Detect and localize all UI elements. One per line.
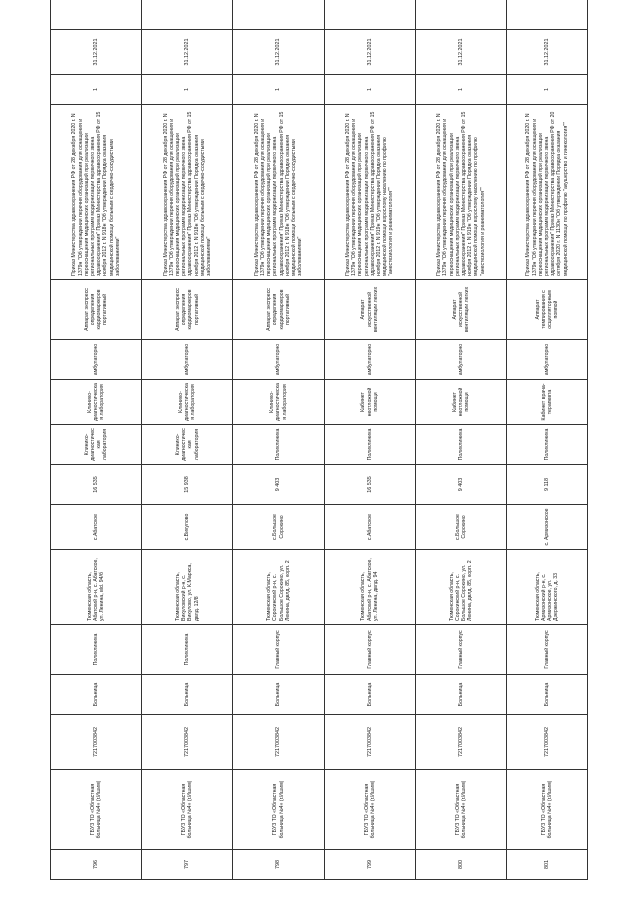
department: Клинико-диагностическая лаборатория bbox=[142, 425, 233, 465]
locality: с.Большое Сорокино bbox=[233, 505, 324, 550]
organization-inn: 7217003842 bbox=[415, 715, 506, 770]
deadline-date: 31.12.2021 bbox=[51, 30, 142, 75]
locality: с.Абатское bbox=[51, 505, 142, 550]
empty-cell bbox=[415, 0, 506, 30]
organization-name: ГБУЗ ТО «Областная больница №4» (г.Ишим) bbox=[324, 770, 415, 850]
organization-inn: 7217003842 bbox=[142, 715, 233, 770]
row-number: 800 bbox=[415, 850, 506, 880]
empty-cell bbox=[507, 0, 588, 30]
organization-type: Больница bbox=[51, 675, 142, 715]
department: Клинико-диагностическая лаборатория bbox=[51, 425, 142, 465]
population: 9 403 bbox=[415, 465, 506, 505]
equipment-table bbox=[50, 0, 588, 880]
organization-inn: 7217003842 bbox=[324, 715, 415, 770]
address: Тюменская область, Сорокинский р-н, с. Большое Сорокино, ул. Ленина, двлд. 85, корп. 2 bbox=[233, 550, 324, 625]
building-name: Главный корпус bbox=[415, 625, 506, 675]
regulatory-order: Приказ Министерства здравоохранения РФ от 28 декабря 2020 г. N 1379н "Об утверждении перечня оборудования для оснащения и переоснащения медицинских организаций при реализации региональных программ модернизации первичного звена здравоохранения" Приказ Министерства здравоохранения РФ от 20 октября 2020 г. N 1130н "Об утверждении Порядка оказания медицинской помощи по профилю "акушерство и гинекология"" bbox=[507, 105, 588, 280]
care-conditions: амбулаторно bbox=[233, 340, 324, 380]
building-name: Главный корпус bbox=[233, 625, 324, 675]
organization-name: ГБУЗ ТО «Областная больница №4» (г.Ишим) bbox=[233, 770, 324, 850]
organization-name: ГБУЗ ТО «Областная больница №4» (г.Ишим) bbox=[142, 770, 233, 850]
locality: с. Армизонское bbox=[507, 505, 588, 550]
population: 16 535 bbox=[324, 465, 415, 505]
equipment-name: Аппарат искусственной вентиляции легких bbox=[324, 280, 415, 340]
organization-name: ГБУЗ ТО «Областная больница №4» (г.Ишим) bbox=[415, 770, 506, 850]
organization-inn: 7217003842 bbox=[507, 715, 588, 770]
row-number: 799 bbox=[324, 850, 415, 880]
organization-type: Больница bbox=[415, 675, 506, 715]
population: 16 535 bbox=[51, 465, 142, 505]
rotated-equipment-table-sheet bbox=[50, 30, 588, 880]
care-conditions: амбулаторно bbox=[51, 340, 142, 380]
department: Поликлиника bbox=[233, 425, 324, 465]
deadline-date: 31.12.2021 bbox=[324, 30, 415, 75]
empty-cell bbox=[233, 0, 324, 30]
sub-department: Клинико-диагностическая лаборатория bbox=[233, 380, 324, 425]
organization-inn: 7217003842 bbox=[51, 715, 142, 770]
deadline-date: 31.12.2021 bbox=[415, 30, 506, 75]
care-conditions: амбулаторно bbox=[415, 340, 506, 380]
building-name: Поликлиника bbox=[51, 625, 142, 675]
equipment-name: Аппарат темпирования с осцилляторным помпой bbox=[507, 280, 588, 340]
sub-department: Клинико-диагностическая лаборатория bbox=[142, 380, 233, 425]
table-row bbox=[51, 0, 142, 880]
care-conditions: амбулаторно bbox=[507, 340, 588, 380]
equipment-name: Аппарат искусственной вентиляции легких bbox=[415, 280, 506, 340]
population: 9 118 bbox=[507, 465, 588, 505]
building-name: Поликлиника bbox=[142, 625, 233, 675]
organization-type: Больница bbox=[507, 675, 588, 715]
address: Тюменская область, Абатский р-н, с. Абатское, ул. Ленина, двлд. 94 bbox=[324, 550, 415, 625]
department: Поликлиника bbox=[415, 425, 506, 465]
row-number: 798 bbox=[233, 850, 324, 880]
table-row bbox=[415, 0, 506, 880]
sub-department: Кабинет неотложной помощи bbox=[415, 380, 506, 425]
locality: с.Большое Сорокино bbox=[415, 505, 506, 550]
organization-name: ГБУЗ ТО «Областная больница №4» (г.Ишим) bbox=[51, 770, 142, 850]
building-name: Главный корпус bbox=[507, 625, 588, 675]
sub-department: Клинико-диагностическая лаборатория bbox=[51, 380, 142, 425]
deadline-date: 31.12.2021 bbox=[233, 30, 324, 75]
quantity: 1 bbox=[51, 75, 142, 105]
equipment-name: Аппарат экспресс определения кардиомаркеров портативный bbox=[51, 280, 142, 340]
row-number: 796 bbox=[51, 850, 142, 880]
building-name: Главный корпус bbox=[324, 625, 415, 675]
organization-type: Больница bbox=[142, 675, 233, 715]
regulatory-order: Приказ Министерства здравоохранения РФ от 28 декабря 2020 г. N 1379н "Об утверждении перечня оборудования для оснащения и переоснащения медицинских организаций при реализации региональных программ модернизации первичного звена здравоохранения" Приказ Министерства здравоохранения РФ от 15 ноября 2012 г. N 918н "Об утверждении Порядка оказания медицинской помощи больным с сердечно-сосудистыми заболеваниями" bbox=[142, 105, 233, 280]
quantity: 1 bbox=[142, 75, 233, 105]
table-row bbox=[507, 0, 588, 880]
table-row bbox=[233, 0, 324, 880]
regulatory-order: Приказ Министерства здравоохранения РФ от 28 декабря 2020 г. N 1379н "Об утверждении перечня оборудования для оснащения и переоснащения медицинских организаций при реализации региональных программ модернизации первичного звена здравоохранения" Приказ Министерства здравоохранения РФ от 15 ноября 2012 г. N 919н "Об утверждении Порядка оказания медицинской помощи взрослому населению по профилю "анестезиология и реаниматология"" bbox=[415, 105, 506, 280]
quantity: 1 bbox=[233, 75, 324, 105]
department: Поликлиника bbox=[324, 425, 415, 465]
row-number: 797 bbox=[142, 850, 233, 880]
address: Тюменская область, Сорокинский р-н, с. Большое Сорокино, ул. Ленина, двлд. 85, корп. 2 bbox=[415, 550, 506, 625]
organization-name: ГБУЗ ТО «Областная больница №4» (г.Ишим) bbox=[507, 770, 588, 850]
table-row bbox=[324, 0, 415, 880]
locality: с.Викулово bbox=[142, 505, 233, 550]
regulatory-order: Приказ Министерства здравоохранения РФ от 28 декабря 2020 г. N 1379н "Об утверждении перечня оборудования для оснащения и переоснащения медицинских организаций при реализации региональных программ модернизации первичного звена здравоохранения" Приказ Министерства здравоохранения РФ от 15 ноября 2012 г. N 918н "Об утверждении Порядка оказания медицинской помощи больным с сердечно-сосудистыми заболеваниями" bbox=[233, 105, 324, 280]
population: 15 938 bbox=[142, 465, 233, 505]
address: Тюменская область, Армизонский р-н, с. Армизонское, ул. Дзержинского, д. 33 bbox=[507, 550, 588, 625]
empty-cell bbox=[324, 0, 415, 30]
quantity: 1 bbox=[415, 75, 506, 105]
deadline-date: 31.12.2021 bbox=[142, 30, 233, 75]
empty-cell bbox=[142, 0, 233, 30]
population: 9 403 bbox=[233, 465, 324, 505]
address: Тюменская область, Абатский р-н, с. Абатское, ул. Ленина, вld. 94/б bbox=[51, 550, 142, 625]
equipment-name: Аппарат экспресс определения кардиомаркеров портативный bbox=[233, 280, 324, 340]
equipment-name: Аппарат экспресс определения кардиомаркеров портативный bbox=[142, 280, 233, 340]
address: Тюменская область, Викуловский р-н, с. Викулово, ул. К.Маркса, двлд. 12/8 bbox=[142, 550, 233, 625]
locality: с.Абатское bbox=[324, 505, 415, 550]
care-conditions: амбулаторно bbox=[142, 340, 233, 380]
organization-inn: 7217003842 bbox=[233, 715, 324, 770]
row-number: 801 bbox=[507, 850, 588, 880]
organization-type: Больница bbox=[233, 675, 324, 715]
organization-type: Больница bbox=[324, 675, 415, 715]
sub-department: Кабинет врача-терапевта bbox=[507, 380, 588, 425]
table-row bbox=[142, 0, 233, 880]
quantity: 1 bbox=[507, 75, 588, 105]
care-conditions: амбулаторно bbox=[324, 340, 415, 380]
deadline-date: 31.12.2021 bbox=[507, 30, 588, 75]
regulatory-order: Приказ Министерства здравоохранения РФ от 28 декабря 2020 г. N 1379н "Об утверждении перечня оборудования для оснащения и переоснащения медицинских организаций при реализации региональных программ модернизации первичного звена здравоохранения" Приказ Министерства здравоохранения РФ от 15 ноября 2012 г. N 919н "Об утверждении Порядка оказания медицинской помощи взрослому населению по профилю "анестезиология и реаниматология"" bbox=[324, 105, 415, 280]
regulatory-order: Приказ Министерства здравоохранения РФ от 28 декабря 2020 г. N 1379н "Об утверждении перечня оборудования для оснащения и переоснащения медицинских организаций при реализации региональных программ модернизации первичного звена здравоохранения" Приказ Министерства здравоохранения РФ от 15 ноября 2012 г. N 918н "Об утверждении Порядка оказания медицинской помощи больным с сердечно-сосудистыми заболеваниями" bbox=[51, 105, 142, 280]
sub-department: Кабинет неотложной помощи bbox=[324, 380, 415, 425]
quantity: 1 bbox=[324, 75, 415, 105]
empty-cell bbox=[51, 0, 142, 30]
department: Поликлиника bbox=[507, 425, 588, 465]
